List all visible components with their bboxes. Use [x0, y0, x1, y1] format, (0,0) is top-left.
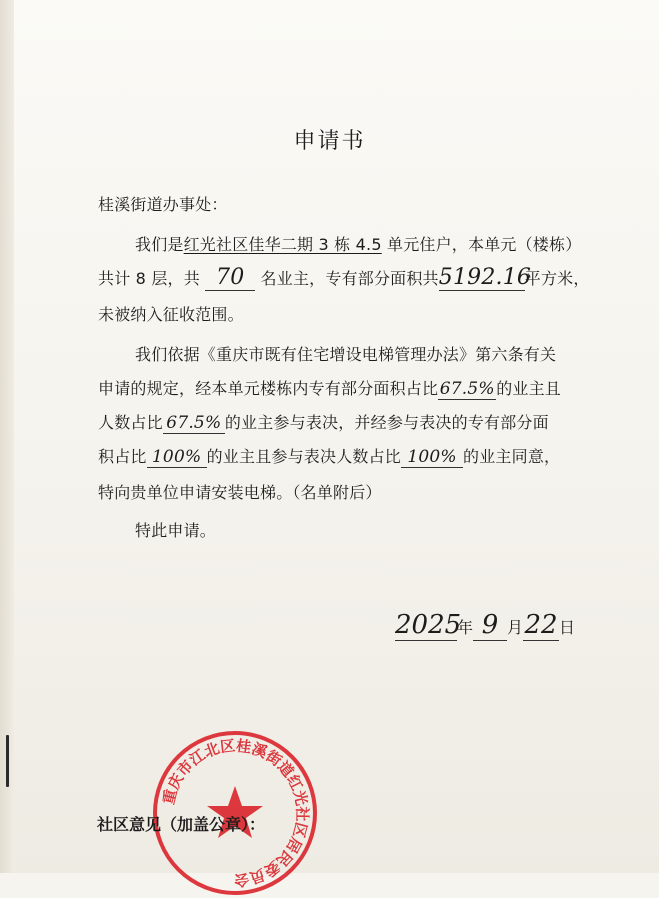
- agree-area: 100%: [147, 448, 207, 468]
- addressee: 桂溪街道办事处：: [98, 195, 228, 214]
- estate-name: 佳华二期 3 栋 4.5: [248, 235, 382, 254]
- community-opinion: 社区意见（加盖公章）：: [97, 815, 266, 834]
- seal-text: 重庆市江北区桂溪街道红光社区居民委员会: [159, 736, 312, 890]
- area-value: 5192.16: [438, 265, 532, 290]
- date-month: 9: [473, 610, 507, 641]
- community-name: 红光社区: [183, 235, 249, 254]
- p1-line1: 我们是红光社区佳华二期 3 栋 4.5 单元住户，本单元（楼栋）: [135, 235, 582, 254]
- p1-line2: 共计 8 层，共 70 名业主，专有部分面积共5192.16平方米，: [98, 265, 590, 290]
- p2-line5: 特向贵单位申请安装电梯。（名单附后）: [98, 483, 382, 502]
- p2-line2: 申请的规定，经本单元楼栋内专有部分面积占比67.5%的业主且: [98, 379, 562, 399]
- date-year: 2025: [395, 610, 462, 640]
- p2-line3: 人数占比 67.5% 的业主参与表决，并经参与表决的专有部分面: [98, 413, 549, 433]
- ratio-area: 67.5%: [439, 379, 495, 399]
- page-title: 申请书: [293, 129, 366, 154]
- p2-line1: 我们依据《重庆市既有住宅增设电梯管理办法》第六条有关: [135, 345, 557, 364]
- p2-line4: 积占比 100% 的业主且参与表决人数占比 100% 的业主同意，: [98, 447, 561, 467]
- agree-people: 100%: [401, 448, 463, 468]
- p1-line3: 未被纳入征收范围。: [98, 305, 244, 324]
- date-day: 22: [524, 610, 558, 640]
- signature-date: 2025年 9 月22日: [395, 610, 576, 640]
- edge-mark: [6, 735, 9, 787]
- ratio-people: 67.5%: [163, 414, 225, 434]
- owner-count: 70: [205, 266, 255, 291]
- closing: 特此申请。: [135, 521, 217, 540]
